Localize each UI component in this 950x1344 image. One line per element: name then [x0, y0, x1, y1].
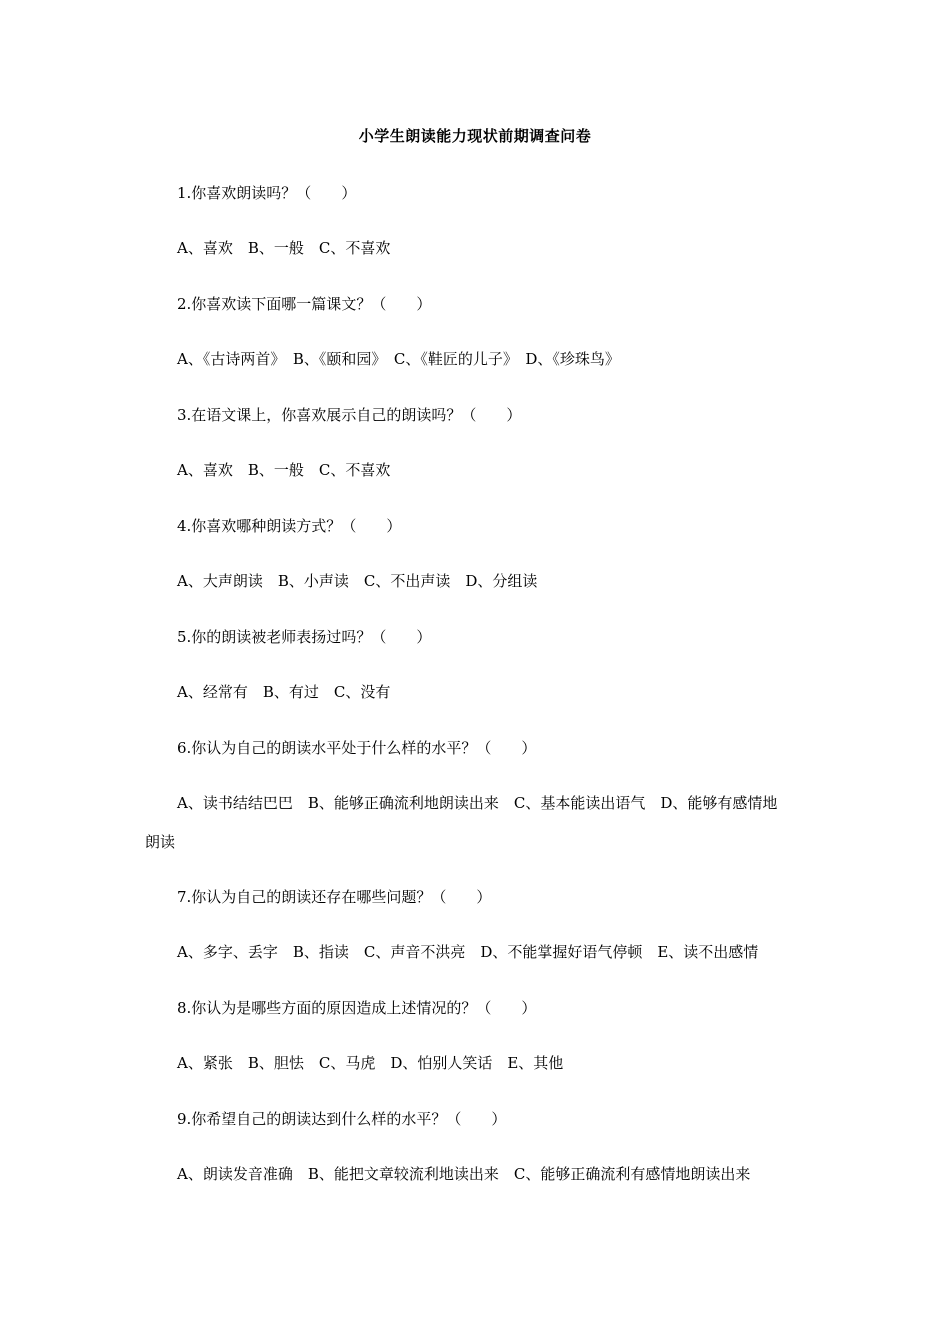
- options-3: A、喜欢 B、一般 C、不喜欢: [177, 461, 391, 479]
- question-8: 8.你认为是哪些方面的原因造成上述情况的？（ ）: [177, 999, 537, 1017]
- options-4: A、大声朗读 B、小声读 C、不出声读 D、分组读: [177, 572, 538, 590]
- options-6-continuation: 朗读: [145, 833, 176, 851]
- question-2: 2.你喜欢读下面哪一篇课文？（ ）: [177, 295, 432, 313]
- options-5: A、经常有 B、有过 C、没有: [177, 683, 391, 701]
- question-6: 6.你认为自己的朗读水平处于什么样的水平？（ ）: [177, 739, 537, 757]
- question-7: 7.你认为自己的朗读还存在哪些问题？（ ）: [177, 888, 492, 906]
- options-9: A、朗读发音准确 B、能把文章较流利地读出来 C、能够正确流利有感情地朗读出来: [177, 1165, 751, 1183]
- options-2: A、《古诗两首》 B、《颐和园》 C、《鞋匠的儿子》 D、《珍珠鸟》: [177, 350, 620, 368]
- options-7: A、多字、丢字 B、指读 C、声音不洪亮 D、不能掌握好语气停顿 E、读不出感情: [177, 943, 759, 961]
- options-1: A、喜欢 B、一般 C、不喜欢: [177, 239, 391, 257]
- document-title: 小学生朗读能力现状前期调查问卷: [358, 127, 592, 145]
- question-3: 3.在语文课上，你喜欢展示自己的朗读吗？（ ）: [177, 406, 522, 424]
- question-5: 5.你的朗读被老师表扬过吗？（ ）: [177, 628, 432, 646]
- question-9: 9.你希望自己的朗读达到什么样的水平？（ ）: [177, 1110, 507, 1128]
- question-4: 4.你喜欢哪种朗读方式？（ ）: [177, 517, 402, 535]
- question-1: 1.你喜欢朗读吗？（ ）: [177, 184, 357, 202]
- options-6: A、读书结结巴巴 B、能够正确流利地朗读出来 C、基本能读出语气 D、能够有感情地: [177, 794, 778, 812]
- options-8: A、紧张 B、胆怯 C、马虎 D、怕别人笑话 E、其他: [177, 1054, 564, 1072]
